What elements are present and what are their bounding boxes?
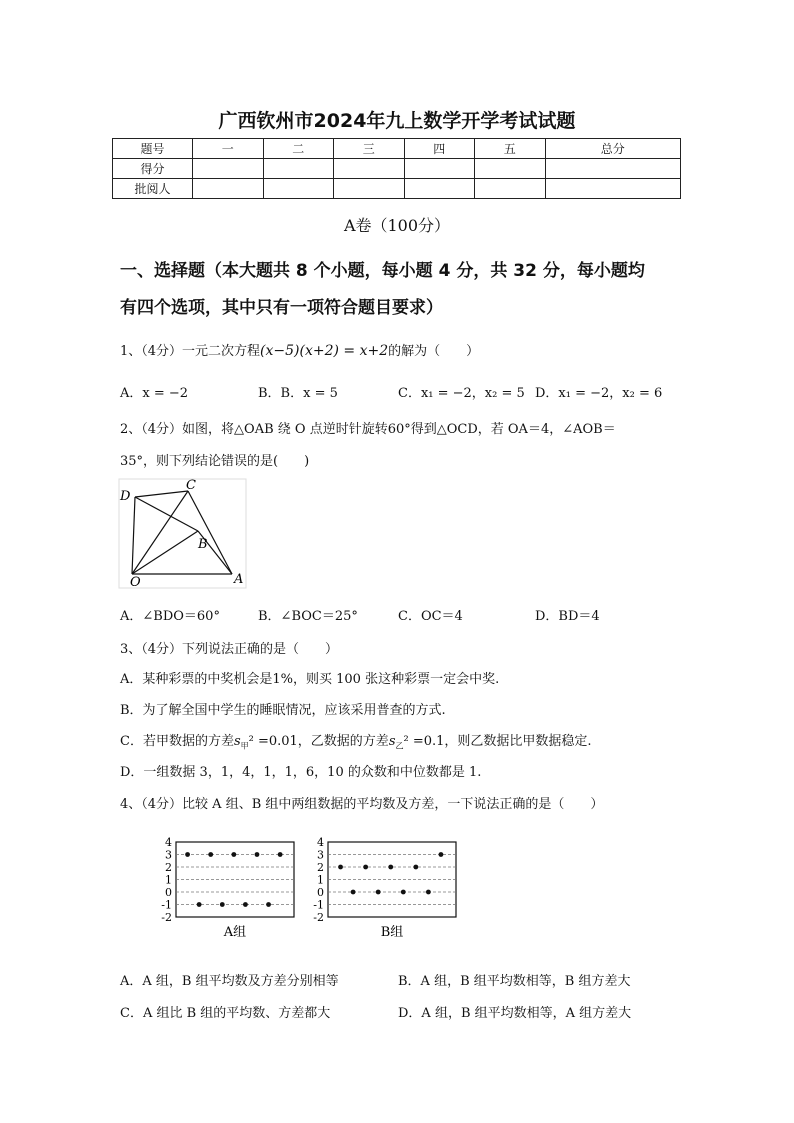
label-o: O [130,575,141,590]
y-tick-label: 4 [317,836,324,849]
score-cell[interactable] [334,179,405,199]
chart-title: B组 [380,925,404,940]
score-cell[interactable] [545,179,681,199]
score-cell[interactable] [404,159,475,179]
dot-chart-a [148,830,298,948]
y-tick-label: -2 [313,911,324,924]
row-label: 得分 [113,159,193,179]
score-cell[interactable] [475,159,546,179]
segment-ob [132,531,198,574]
score-cell[interactable] [263,159,334,179]
data-point [388,865,393,870]
label-a: A [234,572,244,587]
section-heading-line1: 一、选择题（本大题共 8 个小题，每小题 4 分，共 32 分，每小题均 [120,261,645,281]
q3-option-d[interactable]: D．一组数据 3，1，4，1，1，6，10 的众数和中位数都是 1. [120,765,482,780]
segment-db [135,497,198,531]
y-tick-label: 4 [165,836,172,849]
segment-dc [135,491,188,497]
y-tick-label: 0 [165,886,172,899]
q1-option-d[interactable]: D．x₁ = −2，x₂ = 6 [535,386,663,401]
q1-prefix: 1、（4分）一元二次方程 [120,344,261,359]
data-point [351,890,356,895]
table-row [113,159,681,179]
q2-option-b[interactable]: B．∠BOC＝25° [258,609,358,624]
q3-option-b[interactable]: B．为了解全国中学生的睡眠情况，应该采用普查的方式. [120,703,446,718]
q3-c-s1: s [233,734,241,749]
chart-title: A组 [223,925,247,940]
y-tick-label: -1 [161,898,172,912]
q3-c-sub1: 甲 [240,741,249,751]
score-cell[interactable] [404,179,475,199]
data-point [439,852,444,857]
q3-option-c[interactable] [120,730,592,752]
figure-frame [119,479,246,588]
q1-suffix: 的解为（ ） [388,344,480,359]
q3-option-a[interactable]: A．某种彩票的中奖机会是1%，则买 100 张这种彩票一定会中奖. [120,672,500,687]
y-tick-label: 1 [165,873,172,887]
table-header-cell: 二 [263,139,334,159]
geometry-figure [118,478,248,590]
table-row [113,139,681,159]
q4-option-b[interactable]: B．A 组，B 组平均数相等，B 组方差大 [398,974,631,989]
y-tick-label: 0 [317,886,324,899]
y-tick-label: 2 [165,861,172,874]
y-tick-label: -2 [161,911,172,924]
data-point [363,865,368,870]
table-header-cell: 题号 [113,139,193,159]
y-tick-label: 2 [317,861,324,874]
data-point [278,852,283,857]
q3-c-s2: s [388,734,396,749]
section-heading-line2: 有四个选项，其中只有一项符合题目要求） [120,298,443,318]
y-tick-label: 1 [317,873,324,887]
q3-c-text1: C．若甲数据的方差 [120,734,234,749]
table-header-cell: 四 [404,139,475,159]
q1-option-b[interactable]: B．B．x = 5 [258,386,338,401]
score-cell[interactable] [334,159,405,179]
data-point [338,865,343,870]
q3-c-text2: ² =0.01，乙数据的方差 [248,734,389,749]
q3-c-sub2: 乙 [395,741,404,751]
segment-oc [132,491,188,574]
data-point [220,902,225,907]
table-row [113,179,681,199]
q1-equation: (x−5)(x+2) = x+2 [260,343,389,359]
q4-option-c[interactable]: C．A 组比 B 组的平均数、方差都大 [120,1006,331,1021]
section-a-heading: A卷（100分） [343,216,451,235]
q4-option-d[interactable]: D．A 组，B 组平均数相等，A 组方差大 [398,1006,632,1021]
segment-od [132,497,135,574]
score-cell[interactable] [475,179,546,199]
table-header-cell: 五 [475,139,546,159]
data-point [255,852,260,857]
table-header-cell: 三 [334,139,405,159]
y-tick-label: 3 [165,848,172,862]
table-header-cell: 一 [193,139,264,159]
score-cell[interactable] [545,159,681,179]
question-2-line2: 35°，则下列结论错误的是( ) [120,454,310,469]
y-tick-label: -1 [313,898,324,912]
q4-option-a[interactable]: A．A 组，B 组平均数及方差分别相等 [120,974,339,989]
q2-option-d[interactable]: D．BD＝4 [535,609,600,624]
data-point [376,890,381,895]
data-point [266,902,271,907]
label-b: B [198,537,208,552]
score-table [112,138,681,199]
data-point [401,890,406,895]
question-1-stem [120,340,479,359]
page-title: 广西钦州市2024年九上数学开学考试试题 [218,110,576,132]
q2-option-a[interactable]: A．∠BDO＝60° [120,609,220,624]
y-tick-label: 3 [317,848,324,862]
data-point [426,890,431,895]
table-header-cell: 总分 [545,139,681,159]
q1-option-c[interactable]: C．x₁ = −2，x₂ = 5 [398,386,525,401]
data-point [243,902,248,907]
data-point [208,852,213,857]
score-cell[interactable] [193,159,264,179]
score-cell[interactable] [193,179,264,199]
q3-c-text3: ² =0.1，则乙数据比甲数据稳定. [403,734,592,749]
label-c: C [186,478,196,493]
dot-chart-b [300,830,460,948]
score-cell[interactable] [263,179,334,199]
question-2-line1: 2、（4分）如图，将△OAB 绕 O 点逆时针旋转60°得到△OCD，若 OA＝4，∠AOB＝ [120,422,616,437]
data-point [197,902,202,907]
data-point [185,852,190,857]
data-point [231,852,236,857]
question-4-stem: 4、（4分）比较 A 组、B 组中两组数据的平均数及方差，一下说法正确的是（ ） [120,797,604,812]
chart-frame [328,842,456,917]
row-label: 批阅人 [113,179,193,199]
label-d: D [120,489,131,504]
question-3-stem: 3、（4分）下列说法正确的是（ ） [120,642,339,657]
q1-option-a[interactable]: A．x = −2 [120,386,189,401]
data-point [413,865,418,870]
q2-option-c[interactable]: C．OC＝4 [398,609,463,624]
